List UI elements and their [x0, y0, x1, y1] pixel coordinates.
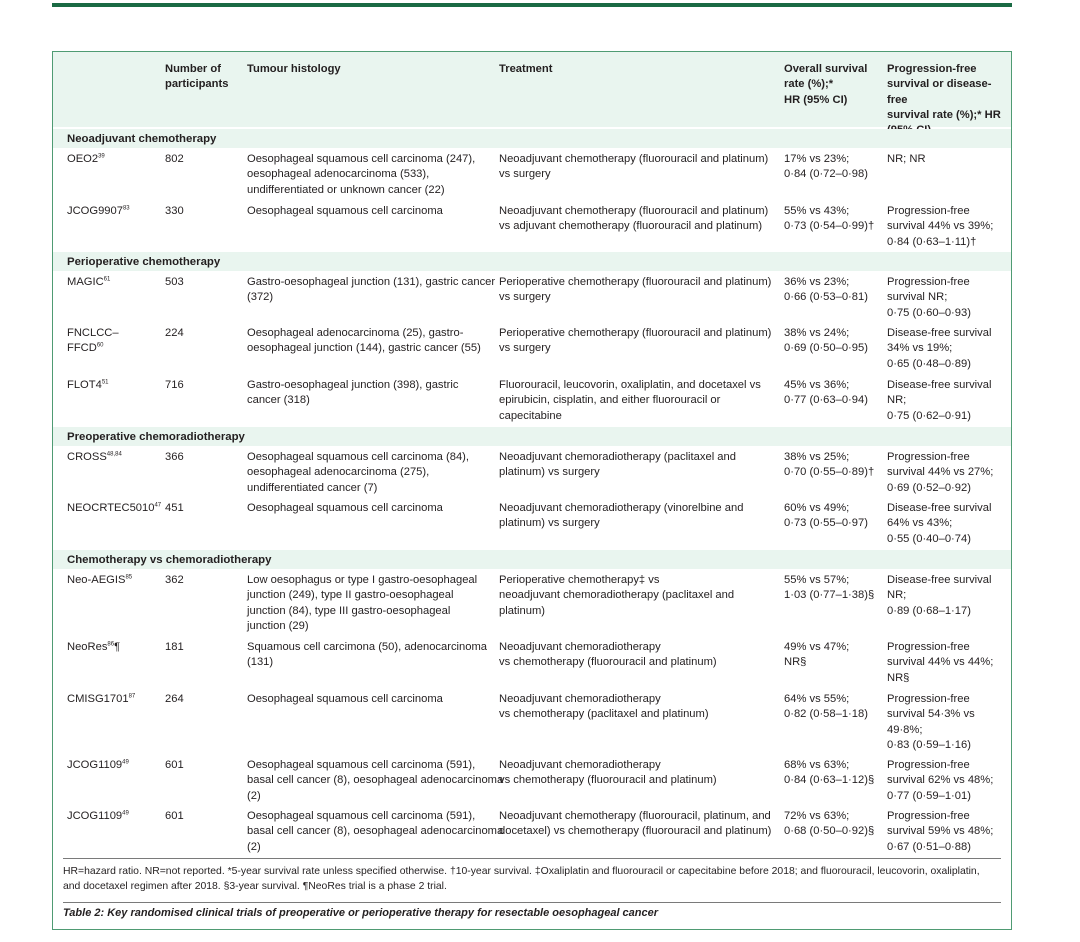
tumour-histology-line: (2)	[247, 840, 261, 853]
overall-survival-line: 55% vs 57%;	[784, 574, 850, 586]
tumour-histology-line: (2)	[247, 789, 261, 802]
overall-survival	[784, 275, 868, 306]
tumour-histology	[247, 275, 495, 306]
tumour-histology-line: Gastro-oesophageal junction (398), gastric	[247, 379, 459, 391]
tumour-histology	[247, 573, 477, 634]
overall-survival-line: 60% vs 49%;	[784, 502, 850, 514]
trial-name-line	[67, 573, 132, 588]
column-header-participants	[165, 62, 228, 93]
caption-divider	[63, 902, 1001, 903]
tumour-histology-line: junction (249), type II gastro-oesophageal	[247, 589, 454, 602]
overall-survival-line: 0·73 (0·54–0·99)†	[784, 220, 875, 233]
tumour-histology	[247, 692, 443, 707]
trial-name	[67, 204, 130, 219]
participants-count: 451	[165, 502, 184, 514]
overall-survival-line: 17% vs 23%;	[784, 153, 850, 165]
overall-survival-line: 64% vs 55%;	[784, 693, 850, 705]
treatment	[499, 501, 743, 532]
trial-name-line	[67, 152, 105, 167]
participants-count: 366	[165, 451, 184, 463]
column-header-line: HR (95% CI)	[784, 93, 848, 106]
trial-name	[67, 758, 129, 773]
progression-free-survival-line: survival 62% vs 48%;	[887, 774, 994, 787]
treatment-line: Perioperative chemotherapy (fluorouracil and platinum)	[499, 276, 772, 288]
progression-free-survival	[887, 640, 993, 686]
column-header-histology	[247, 62, 341, 77]
participants-count: 601	[165, 810, 184, 822]
progression-free-survival-line: Progression-free	[887, 759, 970, 771]
treatment-line: epirubicin, cisplatin, and either fluorouracil or	[499, 394, 721, 407]
tumour-histology-line: basal cell cancer (8), oesophageal adenocarcinoma	[247, 774, 504, 787]
progression-free-survival-line: Disease-free survival	[887, 574, 992, 586]
treatment-line: Neoadjuvant chemoradiotherapy	[499, 693, 661, 705]
trial-name	[67, 809, 129, 824]
overall-survival	[784, 326, 868, 357]
progression-free-survival-line: 49·8%;	[887, 723, 923, 736]
trial-name-text: CMISG1701	[67, 693, 129, 705]
treatment	[499, 326, 771, 357]
trial-name-line	[67, 758, 129, 773]
column-header-line: Progression-free	[887, 63, 977, 75]
trial-name-text: CROSS	[67, 451, 107, 463]
trial-name-text: NeoRes	[67, 641, 108, 653]
column-header-line: Overall survival	[784, 63, 868, 75]
trial-name	[67, 692, 135, 707]
reference-superscript: 61	[103, 276, 111, 283]
reference-superscript: 49	[122, 759, 129, 766]
overall-survival	[784, 204, 874, 235]
progression-free-survival-line: Disease-free survival	[887, 327, 992, 339]
tumour-histology	[247, 326, 481, 357]
tumour-histology	[247, 809, 503, 855]
treatment-line: vs surgery	[499, 342, 551, 355]
treatment-line: vs surgery	[499, 291, 551, 304]
overall-survival-line: 0·70 (0·55–0·89)†	[784, 466, 875, 479]
treatment	[499, 450, 736, 481]
trial-name-line	[67, 378, 109, 393]
overall-survival	[784, 450, 874, 481]
tumour-histology-line: basal cell cancer (8), oesophageal adenocarcinoma	[247, 825, 504, 838]
progression-free-survival-line: survival 54·3% vs	[887, 708, 975, 721]
tumour-histology	[247, 758, 503, 804]
progression-free-survival-line: Disease-free survival	[887, 502, 992, 514]
treatment-line: Fluorouracil, leucovorin, oxaliplatin, and docetaxel vs	[499, 379, 761, 391]
trial-name-text: NEOCRTEC5010	[67, 502, 155, 514]
progression-free-survival-line: Progression-free	[887, 693, 970, 705]
tumour-histology	[247, 640, 487, 671]
trial-name-line	[67, 501, 161, 516]
treatment-line: vs surgery	[499, 168, 551, 181]
tumour-histology-line: Oesophageal squamous cell carcinoma (247),	[247, 153, 476, 165]
reference-superscript: 47	[154, 502, 162, 509]
overall-survival-line: 0·66 (0·53–0·81)	[784, 291, 868, 304]
reference-superscript: 48,84	[106, 451, 122, 458]
column-header-line: survival or disease-free	[887, 78, 992, 106]
trial-name-line	[67, 692, 135, 707]
reference-superscript: 39	[98, 153, 105, 160]
tumour-histology	[247, 501, 443, 516]
participants-count: 716	[165, 379, 184, 391]
overall-survival-line: 45% vs 36%;	[784, 379, 850, 391]
tumour-histology-line: junction (29)	[247, 619, 309, 632]
treatment-line: Neoadjuvant chemotherapy (fluorouracil, platinum, and	[499, 810, 771, 822]
trial-name-text: MAGIC	[67, 276, 104, 288]
tumour-histology-line: undifferentiated cancer (7)	[247, 481, 378, 494]
tumour-histology-line: Oesophageal squamous cell carcinoma	[247, 205, 443, 217]
progression-free-survival-line: survival 44% vs 27%;	[887, 466, 994, 479]
trial-name-line	[67, 326, 119, 341]
table-footnote: HR=hazard ratio. NR=not reported. *5-year survival rate unless specified otherwise. †10-year survival. ‡Oxaliplatin and fluorouracil or capecitabine before 2018; and fluorouracil, leucovorin, oxaliplatin, and docetaxel regimen after 2018. §3-year survival. ¶NeoRes trial is a phase 2 trial.	[63, 866, 980, 892]
tumour-histology-line: (131)	[247, 656, 274, 669]
treatment	[499, 809, 771, 840]
treatment-line: platinum)	[499, 604, 546, 617]
progression-free-survival-line: 0·69 (0·52–0·92)	[887, 481, 971, 494]
overall-survival	[784, 152, 868, 183]
participants-count: 330	[165, 205, 184, 217]
overall-survival-line: 68% vs 63%;	[784, 759, 850, 771]
progression-free-survival	[887, 378, 991, 424]
treatment-line: Neoadjuvant chemoradiotherapy (vinorelbine and	[499, 502, 744, 514]
overall-survival-line: 72% vs 63%;	[784, 810, 850, 822]
tumour-histology-line: (372)	[247, 291, 274, 304]
tumour-histology-line: Oesophageal squamous cell carcinoma	[247, 502, 443, 514]
trial-name-line	[67, 450, 122, 465]
trial-name	[67, 326, 119, 357]
reference-superscript: 85	[125, 574, 133, 581]
column-header-os	[784, 62, 867, 108]
progression-free-survival-line: 0·89 (0·68–1·17)	[887, 604, 971, 617]
trial-name-line	[67, 640, 120, 655]
tumour-histology-line: oesophageal junction (144), gastric cancer (55)	[247, 342, 481, 355]
top-accent-bar	[52, 3, 1012, 7]
progression-free-survival-line: survival 44% vs 44%;	[887, 656, 994, 669]
progression-free-survival-line: 64% vs 43%;	[887, 517, 953, 530]
treatment-line: neoadjuvant chemoradiotherapy (paclitaxel and	[499, 589, 735, 602]
trial-name-line	[67, 275, 110, 290]
tumour-histology-line: Oesophageal adenocarcinoma (25), gastro-	[247, 327, 464, 339]
tumour-histology-line: Gastro-oesophageal junction (131), gastric cancer	[247, 276, 496, 288]
treatment	[499, 378, 761, 424]
tumour-histology-line: Low oesophagus or type I gastro-oesophageal	[247, 574, 478, 586]
progression-free-survival	[887, 450, 993, 496]
reference-superscript: 49	[122, 810, 129, 817]
progression-free-survival-line: 0·77 (0·59–1·01)	[887, 789, 971, 802]
trial-name-text: Neo-AEGIS	[67, 574, 126, 586]
progression-free-survival-line: NR§	[887, 671, 910, 684]
overall-survival	[784, 809, 874, 840]
treatment-line: Perioperative chemotherapy (fluorouracil and platinum)	[499, 327, 772, 339]
progression-free-survival-line: survival 59% vs 48%;	[887, 825, 994, 838]
overall-survival-line: 1·03 (0·77–1·38)§	[784, 589, 875, 602]
participants-count: 181	[165, 641, 184, 653]
column-header-treatment	[499, 62, 552, 77]
reference-superscript: 60	[96, 342, 104, 349]
progression-free-survival	[887, 152, 926, 167]
trial-name	[67, 275, 110, 290]
overall-survival-line: 38% vs 24%;	[784, 327, 850, 339]
progression-free-survival	[887, 275, 971, 321]
progression-free-survival-line: 0·75 (0·60–0·93)	[887, 306, 971, 319]
progression-free-survival-line: NR; NR	[887, 153, 926, 165]
progression-free-survival-line: 0·84 (0·63–1·11)†	[887, 235, 977, 248]
participants-count: 264	[165, 693, 184, 705]
treatment-line: platinum) vs surgery	[499, 517, 600, 530]
tumour-histology-line: Oesophageal squamous cell carcinoma (84),	[247, 451, 470, 463]
tumour-histology-line: Oesophageal squamous cell carcinoma	[247, 693, 443, 705]
treatment-line: platinum) vs surgery	[499, 466, 600, 479]
progression-free-survival	[887, 758, 993, 804]
treatment-line: Neoadjuvant chemotherapy (fluorouracil and platinum)	[499, 205, 769, 217]
reference-superscript: 83	[122, 205, 130, 212]
trial-name	[67, 152, 105, 167]
overall-survival	[784, 378, 868, 409]
progression-free-survival	[887, 326, 991, 372]
participants-count: 802	[165, 153, 184, 165]
trial-name-line	[67, 809, 129, 824]
treatment	[499, 573, 734, 619]
column-header-line: rate (%);*	[784, 78, 834, 91]
treatment-line: Neoadjuvant chemotherapy (fluorouracil and platinum)	[499, 153, 769, 165]
trial-name	[67, 640, 120, 655]
tumour-histology	[247, 204, 443, 219]
progression-free-survival-line: 0·75 (0·62–0·91)	[887, 409, 971, 422]
section-title: Chemotherapy vs chemoradiotherapy	[67, 554, 272, 566]
tumour-histology-line: Squamous cell carcimona (50), adenocarcinoma	[247, 641, 488, 653]
progression-free-survival-line: Disease-free survival	[887, 379, 992, 391]
overall-survival	[784, 692, 868, 723]
column-header-line: survival rate (%);* HR	[887, 108, 1001, 121]
treatment-line: Perioperative chemotherapy‡ vs	[499, 574, 660, 586]
overall-survival-line: 0·69 (0·50–0·95)	[784, 342, 868, 355]
progression-free-survival	[887, 573, 991, 619]
trial-name-text: JCOG1109	[67, 759, 123, 771]
trial-name-text: JCOG9907	[67, 205, 123, 217]
table-caption: Table 2: Key randomised clinical trials of preoperative or perioperative therapy for resectable oesophageal cancer	[63, 907, 659, 919]
overall-survival	[784, 501, 868, 532]
column-header-pfs	[887, 62, 1011, 138]
progression-free-survival-line: 0·65 (0·48–0·89)	[887, 357, 971, 370]
progression-free-survival-line: 0·83 (0·59–1·16)	[887, 738, 971, 751]
reference-suffix: ¶	[114, 641, 121, 653]
trial-name-text: FLOT4	[67, 379, 102, 391]
overall-survival-line: NR§	[784, 656, 807, 669]
treatment-line: Neoadjuvant chemoradiotherapy (paclitaxel and	[499, 451, 736, 463]
overall-survival-line: 36% vs 23%;	[784, 276, 850, 288]
progression-free-survival-line: 0·55 (0·40–0·74)	[887, 532, 971, 545]
participants-count: 503	[165, 276, 184, 288]
trial-name-text: OEO2	[67, 153, 99, 165]
column-header-line: Number of	[165, 63, 221, 75]
treatment-line: docetaxel) vs chemotherapy (fluorouracil and platinum)	[499, 825, 772, 838]
column-header-line: participants	[165, 78, 229, 91]
treatment-line: vs adjuvant chemotherapy (fluorouracil and platinum)	[499, 220, 763, 233]
tumour-histology-line: Oesophageal squamous cell carcinoma (591),	[247, 810, 476, 822]
trial-name	[67, 501, 161, 516]
column-header-line: Treatment	[499, 63, 553, 75]
progression-free-survival-line: 0·67 (0·51–0·88)	[887, 840, 971, 853]
progression-free-survival-line: Progression-free	[887, 451, 970, 463]
overall-survival-line: 38% vs 25%;	[784, 451, 850, 463]
treatment	[499, 275, 771, 306]
tumour-histology	[247, 378, 458, 409]
treatment	[499, 640, 717, 671]
progression-free-survival-line: survival 44% vs 39%;	[887, 220, 994, 233]
tumour-histology-line: undifferentiated or unknown cancer (22)	[247, 183, 445, 196]
table-container	[52, 51, 1012, 930]
overall-survival-line: 0·84 (0·63–1·12)§	[784, 774, 875, 787]
trial-name-line	[67, 204, 130, 219]
treatment-line: vs chemotherapy (paclitaxel and platinum)	[499, 708, 709, 721]
progression-free-survival	[887, 501, 991, 547]
progression-free-survival-line: Progression-free	[887, 641, 970, 653]
treatment	[499, 204, 768, 235]
progression-free-survival-line: Progression-free	[887, 810, 970, 822]
progression-free-survival	[887, 692, 975, 753]
participants-count: 224	[165, 327, 184, 339]
progression-free-survival-line: Progression-free	[887, 205, 970, 217]
progression-free-survival-line: survival NR;	[887, 291, 948, 304]
overall-survival-line: 0·84 (0·72–0·98)	[784, 168, 868, 181]
progression-free-survival-line: NR;	[887, 394, 907, 407]
section-title: Preoperative chemoradiotherapy	[67, 431, 245, 443]
overall-survival-line: 55% vs 43%;	[784, 205, 850, 217]
treatment-line: vs chemotherapy (fluorouracil and platinum)	[499, 656, 717, 669]
overall-survival	[784, 640, 849, 671]
overall-survival	[784, 573, 874, 604]
trial-name-text: JCOG1109	[67, 810, 123, 822]
progression-free-survival-line: Progression-free	[887, 276, 970, 288]
tumour-histology-line: Oesophageal squamous cell carcinoma (591),	[247, 759, 476, 771]
progression-free-survival-line: NR;	[887, 589, 907, 602]
progression-free-survival-line: 34% vs 19%;	[887, 342, 953, 355]
trial-name	[67, 378, 109, 393]
progression-free-survival	[887, 204, 993, 250]
participants-count: 362	[165, 574, 184, 586]
treatment-line: Neoadjuvant chemoradiotherapy	[499, 641, 661, 653]
trial-name	[67, 573, 132, 588]
column-header-line: Tumour histology	[247, 63, 341, 75]
tumour-histology-line: cancer (318)	[247, 394, 310, 407]
reference-superscript: 87	[128, 693, 136, 700]
treatment	[499, 152, 768, 183]
treatment-line: capecitabine	[499, 409, 562, 422]
overall-survival-line: 49% vs 47%;	[784, 641, 850, 653]
tumour-histology-line: oesophageal adenocarcinoma (533),	[247, 168, 430, 181]
treatment-line: Neoadjuvant chemoradiotherapy	[499, 759, 661, 771]
overall-survival	[784, 758, 874, 789]
footnote-divider	[63, 858, 1001, 859]
tumour-histology	[247, 450, 469, 496]
reference-superscript: 86	[107, 641, 115, 648]
tumour-histology-line: oesophageal adenocarcinoma (275),	[247, 466, 430, 479]
trial-name-text: FNCLCC–	[67, 327, 119, 339]
section-title: Perioperative chemotherapy	[67, 256, 221, 268]
treatment	[499, 758, 717, 789]
tumour-histology-line: junction (84), type III gastro-oesophageal	[247, 604, 451, 617]
overall-survival-line: 0·73 (0·55–0·97)	[784, 517, 868, 530]
treatment-line: vs chemotherapy (fluorouracil and platinum)	[499, 774, 717, 787]
participants-count: 601	[165, 759, 184, 771]
section-title: Neoadjuvant chemotherapy	[67, 133, 217, 145]
overall-survival-line: 0·82 (0·58–1·18)	[784, 708, 868, 721]
treatment	[499, 692, 709, 723]
progression-free-survival	[887, 809, 993, 855]
trial-name	[67, 450, 122, 465]
trial-name-line	[67, 341, 119, 356]
trial-name-text: FFCD	[67, 342, 97, 355]
overall-survival-line: 0·68 (0·50–0·92)§	[784, 825, 875, 838]
overall-survival-line: 0·77 (0·63–0·94)	[784, 394, 868, 407]
tumour-histology	[247, 152, 475, 198]
reference-superscript: 51	[101, 379, 109, 386]
